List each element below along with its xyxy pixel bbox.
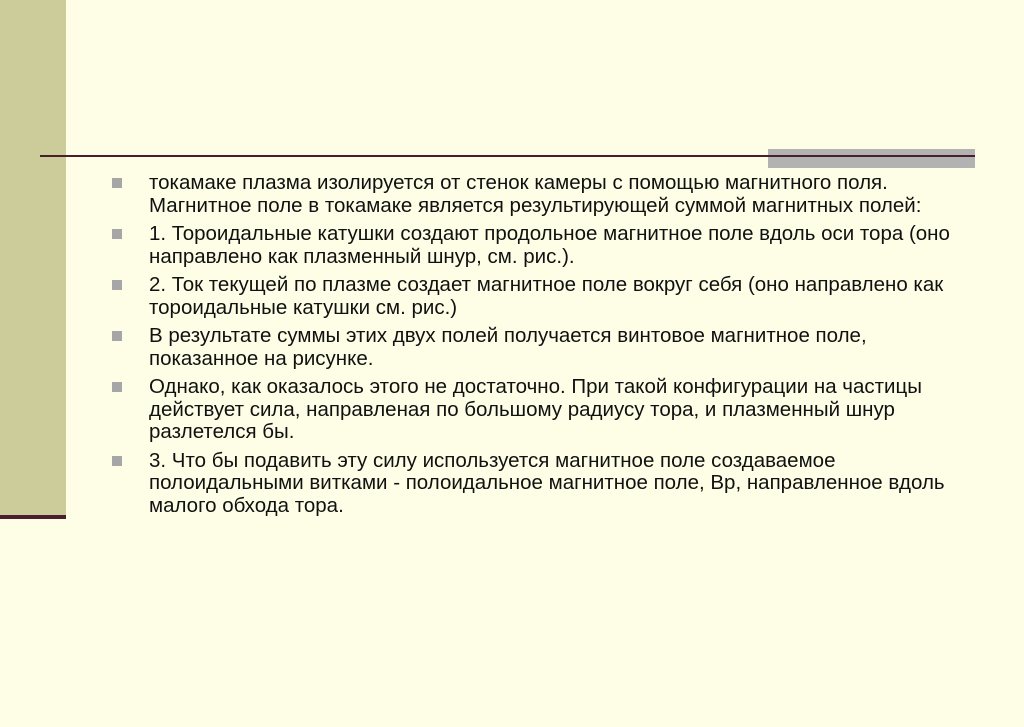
side-accent-bar — [0, 0, 66, 518]
bullet-text: 2. Ток текущей по плазме создает магнитное поле вокруг себя (оно направлено как тороидальные катушки см. рис.) — [149, 273, 944, 319]
bullet-item — [112, 274, 972, 319]
square-bullet-icon — [112, 382, 122, 392]
accent-block-bottom — [768, 157, 975, 168]
bullet-text: В результате суммы этих двух полей получается винтовое магнитное поле, показанное на рисунке. — [149, 324, 867, 370]
square-bullet-icon — [112, 229, 122, 239]
square-bullet-icon — [112, 331, 122, 341]
bullet-item — [112, 223, 972, 268]
accent-block-top — [768, 149, 975, 155]
bullet-text: Однако, как оказалось этого не достаточно. При такой конфигурации на частицы действует сила, направленая по большому радиусу тора, и плазменный шнур разлетелся бы. — [149, 375, 922, 443]
square-bullet-icon — [112, 178, 122, 188]
bullet-item — [112, 172, 972, 217]
bullet-text: токамаке плазма изолируется от стенок камеры с помощью магнитного поля. Магнитное поле в токамаке является результирующей суммой магнитных полей: — [149, 171, 922, 217]
side-bar-divider — [0, 515, 66, 519]
bullet-item — [112, 376, 972, 444]
bullet-text: 1. Тороидальные катушки создают продольное магнитное поле вдоль оси тора (оно направлено как плазменный шнур, см. рис.). — [149, 222, 950, 268]
bullet-list — [112, 172, 972, 523]
bullet-text: 3. Что бы подавить эту силу используется магнитное поле создаваемое полоидальными витками - полоидальное магнитное поле, Вр, направленное вдоль малого обхода тора. — [149, 448, 945, 517]
square-bullet-icon — [112, 456, 122, 466]
bullet-item — [112, 450, 972, 518]
bullet-item — [112, 325, 972, 370]
square-bullet-icon — [112, 280, 122, 290]
